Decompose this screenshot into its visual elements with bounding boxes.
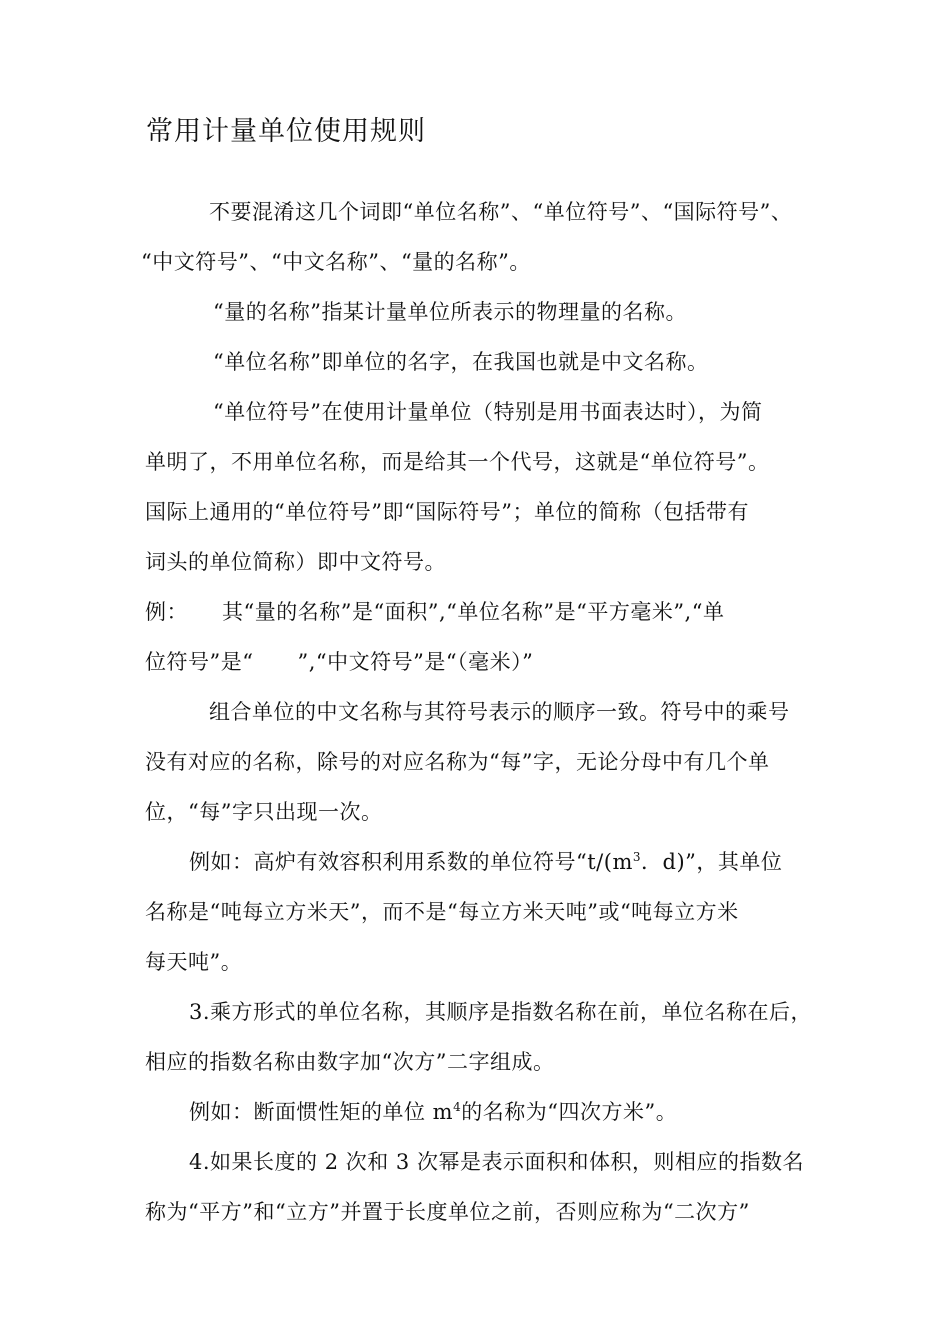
text-line: 名称是“吨每立方米天”，而不是“每立方米天吨”或“吨每立方米	[145, 900, 739, 924]
text-line: 没有对应的名称，除号的对应名称为“每”字，无论分母中有几个单	[145, 750, 770, 774]
paragraph-compound-units	[145, 687, 808, 837]
example-text: 例如：高炉有效容积利用系数的单位符号“t/(m	[189, 850, 633, 874]
text-line	[145, 837, 808, 887]
example-text: ．d)”，其单位	[641, 850, 783, 874]
text-line: “单位符号”在使用计量单位（特别是用书面表达时），为简	[213, 400, 763, 424]
paragraph-rule-4	[145, 1137, 808, 1237]
paragraph-terms	[141, 187, 808, 287]
text-line	[145, 1087, 808, 1137]
text-line: 组合单位的中文名称与其符号表示的顺序一致。符号中的乘号	[209, 700, 790, 724]
example-text: 的名称为“四次方米”。	[461, 1100, 678, 1124]
text-line: “量的名称”指某计量单位所表示的物理量的名称。	[213, 300, 687, 324]
text-line: 词头的单位简称）即中文符号。	[145, 550, 446, 574]
text-line: 国际上通用的“单位符号”即“国际符号”；单位的简称（包括带有	[145, 500, 749, 524]
example-text: 位符号”是“	[145, 650, 254, 674]
example-text: 例如：断面惯性矩的单位 m	[189, 1100, 454, 1124]
text-line: 位，“每”字只出现一次。	[145, 800, 383, 824]
paragraph-example-blast-furnace	[145, 837, 808, 987]
text-line: “中文符号”、“中文名称”、“量的名称”。	[141, 250, 531, 274]
paragraph-example-area	[145, 587, 808, 687]
example-text: 其“量的名称”是“面积”,“单位名称”是“平方毫米”,“单	[222, 600, 725, 624]
text-line: 4.如果长度的 2 次和 3 次幂是表示面积和体积，则相应的指数名	[189, 1150, 804, 1174]
paragraph-example-moment	[145, 1087, 808, 1137]
superscript: 3	[632, 850, 641, 864]
text-line: 单明了，不用单位名称，而是给其一个代号，这就是“单位符号”。	[145, 450, 770, 474]
text-line	[145, 587, 808, 637]
text-line: 不要混淆这几个词即“单位名称”、“单位符号”、“国际符号”、	[209, 200, 793, 224]
paragraph-unit-symbol	[145, 387, 808, 587]
paragraph-rule-3	[145, 987, 813, 1087]
paragraph-unit-name	[145, 337, 808, 387]
example-label: 例：	[145, 600, 188, 624]
text-line	[145, 637, 808, 687]
superscript: 4	[453, 1100, 462, 1114]
paragraph-quantity-name	[145, 287, 808, 337]
text-line: “单位名称”即单位的名字，在我国也就是中文名称。	[213, 350, 709, 374]
text-line: 相应的指数名称由数字加“次方”二字组成。	[145, 1050, 555, 1074]
text-line: 每天吨”。	[145, 950, 243, 974]
text-line: 3.乘方形式的单位名称，其顺序是指数名称在前，单位名称在后，	[189, 1000, 813, 1024]
document-title: 常用计量单位使用规则	[146, 116, 426, 147]
text-line: 称为“平方”和“立方”并置于长度单位之前，否则应称为“二次方”	[145, 1200, 750, 1224]
example-text: ”,“中文符号”是“（毫米）”	[297, 650, 534, 674]
